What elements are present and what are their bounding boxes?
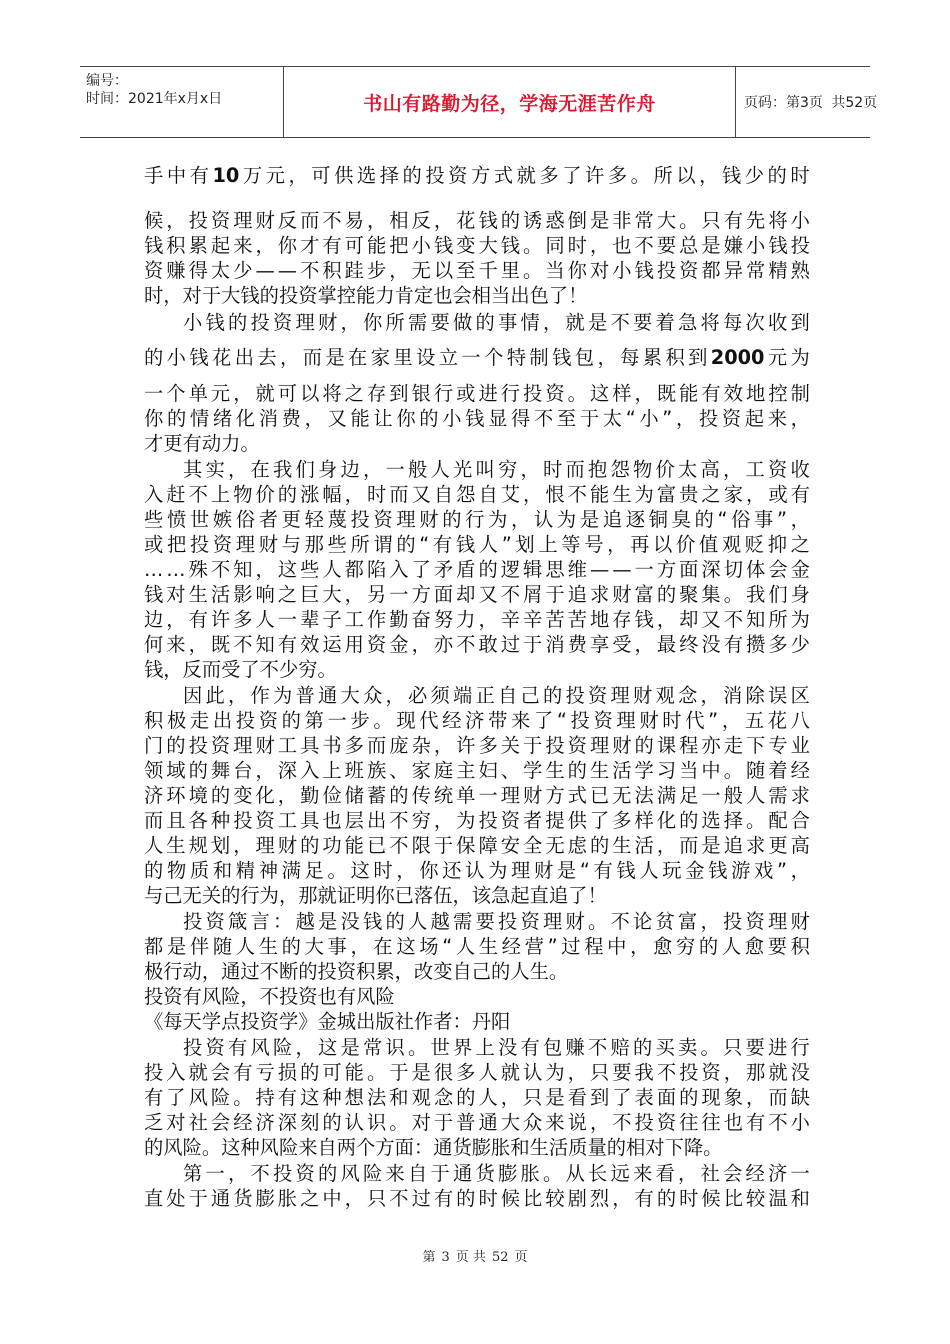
text-line: 投 资 箴 言 ： 越 是 没 钱 的 人 越 需 要 投 资 理 财 。 不 论 贫 富 ， 投 资 理 财 bbox=[183, 910, 810, 933]
doc-number-label: 编号： bbox=[86, 73, 128, 89]
page-footer bbox=[0, 1246, 950, 1265]
text-line: 领 域 的 舞 台 ， 深 入 上 班 族 、 家 庭 主 妇 、 学 生 的 生 活 学 习 当 中 。 随 着 经 bbox=[144, 759, 810, 782]
doc-date-label: 时间：2021年x月x日 bbox=[86, 91, 223, 107]
footer-page-total: 52 bbox=[491, 1250, 509, 1265]
text-line: 一 个 单 元 ， 就 可 以 将 之 存 到 银 行 或 进 行 投 资 。 这 样 ， 既 能 有 效 地 控 制 bbox=[144, 382, 810, 405]
text-line: 入 赶 不 上 物 价 的 涨 幅 ， 时 而 又 自 怨 自 艾 ， 恨 不 能 生 为 富 贵 之 家 ， 或 有 bbox=[144, 483, 810, 506]
text-line: 才更有动力。 bbox=[144, 432, 260, 455]
text-line: 济 环 境 的 变 化 ， 勤 俭 储 蓄 的 传 统 单 一 理 财 方 式 已 无 法 满 足 一 般 人 需 求 bbox=[144, 784, 810, 807]
footer-suffix: 页 bbox=[514, 1250, 528, 1265]
text-line: 极行动，通过不断的投资积累，改变自己的人生。 bbox=[144, 960, 569, 983]
text-line: 第 一 ， 不 投 资 的 风 险 来 自 于 通 货 膨 胀 。 从 长 远 来 看 ， 社 会 经 济 一 bbox=[183, 1162, 810, 1185]
text-line: 门 的 投 资 理 财 工 具 书 多 而 庞 杂 ， 许 多 关 于 投 资 理 财 的 课 程 亦 走 下 专 业 bbox=[144, 734, 810, 757]
text-line: 钱 积 累 起 来 ， 你 才 有 可 能 把 小 钱 变 大 钱 。 同 时 ， 也 不 要 总 是 嫌 小 钱 投 bbox=[144, 234, 810, 257]
header-page-info bbox=[736, 92, 877, 112]
header-meta-cell bbox=[80, 67, 284, 137]
text-line: 的 物 质 和 精 神 满 足 。 这 时 ， 你 还 认 为 理 财 是 “ 有 钱 人 玩 金 钱 游 戏 ” ， bbox=[144, 859, 810, 882]
text-line: 何 来 ， 既 不 知 有 效 运 用 资 金 ， 亦 不 敢 过 于 消 费 享 受 ， 最 终 没 有 攒 多 少 bbox=[144, 633, 810, 656]
text-line: 因 此 ， 作 为 普 通 大 众 ， 必 须 端 正 自 己 的 投 资 理 财 观 念 ， 消 除 误 区 bbox=[183, 684, 810, 707]
text-line: 投 入 就 会 有 亏 损 的 可 能 。 于 是 很 多 人 就 认 为 ， 只 要 我 不 投 资 ， 那 就 没 bbox=[144, 1061, 810, 1084]
header-total-label: 共52页 bbox=[831, 95, 878, 111]
text-line: 投 资 有 风 险 ， 这 是 常 识 。 世 界 上 没 有 包 赚 不 赔 的 买 卖 。 只 要 进 行 bbox=[183, 1036, 810, 1059]
text-line: 或 把 投 资 理 财 与 那 些 所 谓 的 “ 有 钱 人 ” 划 上 等 号 ， 再 以 价 值 观 贬 抑 之 bbox=[144, 533, 810, 556]
header-page-cell bbox=[736, 67, 878, 137]
header-motto: 书山有路勤为径，学海无涯苦作舟 bbox=[363, 92, 656, 115]
text-line: 钱，反而受了不少穷。 bbox=[144, 658, 337, 681]
text-line: 与己无关的行为，那就证明你已落伍，该急起直追了！ bbox=[144, 884, 607, 907]
text-line: 其 实 ， 在 我 们 身 边 ， 一 般 人 光 叫 穷 ， 时 而 抱 怨 物 价 太 高 ， 工 资 收 bbox=[183, 458, 810, 481]
source-line: 《每天学点投资学》金城出版社作者：丹阳 bbox=[144, 1010, 511, 1033]
text-line: 边 ， 有 许 多 人 一 辈 子 工 作 勤 奋 努 力 ， 辛 辛 苦 苦 地 存 钱 ， 却 又 不 知 所 为 bbox=[144, 608, 810, 631]
text-line: 些 愤 世 嫉 俗 者 更 轻 蔑 投 资 理 财 的 行 为 ， 认 为 是 追 逐 铜 臭 的 “ 俗 事 ” ， bbox=[144, 508, 810, 531]
text-line: 资 赚 得 太 少 — — 不 积 跬 步 ， 无 以 至 千 里 。 当 你 对 小 钱 投 资 都 异 常 精 熟 bbox=[144, 259, 810, 282]
footer-prefix: 第 bbox=[422, 1250, 436, 1265]
text-line: 积 极 走 出 投 资 的 第 一 步 。 现 代 经 济 带 来 了 “ 投 资 理 财 时 代 ” ， 五 花 八 bbox=[144, 709, 810, 732]
text-line: 直 处 于 通 货 膨 胀 之 中 ， 只 不 过 有 的 时 候 比 较 剧 烈 ， 有 的 时 候 比 较 温 和 bbox=[144, 1187, 810, 1210]
text-line: 乏 对 社 会 经 济 深 刻 的 认 识 。 对 于 普 通 大 众 来 说 ， 不 投 资 往 往 也 有 不 小 bbox=[144, 1111, 810, 1134]
header-page-label: 页码：第3页 bbox=[744, 95, 823, 111]
text-line: … … 殊 不 知 ， 这 些 人 都 陷 入 了 矛 盾 的 逻 辑 思 维 — — 一 方 面 深 切 体 会 金 bbox=[144, 558, 810, 581]
text-line: 时，对于大钱的投资掌控能力肯定也会相当出色了！ bbox=[144, 284, 588, 307]
text-line: 候 ， 投 资 理 财 反 而 不 易 ， 相 反 ， 花 钱 的 诱 惑 倒 是 非 常 大 。 只 有 先 将 小 bbox=[144, 209, 810, 232]
text-line: 有 了 风 险 。 持 有 这 种 想 法 和 观 念 的 人 ， 只 是 看 到 了 表 面 的 现 象 ， 而 缺 bbox=[144, 1086, 810, 1109]
section-title: 投资有风险，不投资也有风险 bbox=[144, 985, 395, 1008]
text-line: 的 小 钱 花 出 去 ， 而 是 在 家 里 设 立 一 个 特 制 钱 包 ， 每 累 积 到 2000 元 为 bbox=[144, 346, 810, 369]
text-line: 小 钱 的 投 资 理 财 ， 你 所 需 要 做 的 事 情 ， 就 是 不 要 着 急 将 每 次 收 到 bbox=[183, 311, 810, 334]
page-header bbox=[80, 66, 878, 138]
text-line: 钱 对 生 活 影 响 之 巨 大 ， 另 一 方 面 却 又 不 屑 于 追 求 财 富 的 聚 集 。 我 们 身 bbox=[144, 583, 810, 606]
text-line: 都 是 伴 随 人 生 的 大 事 ， 在 这 场 “ 人 生 经 营 ” 过 程 中 ， 愈 穷 的 人 愈 要 积 bbox=[144, 935, 810, 958]
text-line: 的风险。这种风险来自两个方面：通货膨胀和生活质量的相对下降。 bbox=[144, 1136, 723, 1159]
text-line: 你 的 情 绪 化 消 费 ， 又 能 让 你 的 小 钱 显 得 不 至 于 太 “ 小 ” ， 投 资 起 来 ， bbox=[144, 407, 810, 430]
footer-page-current: 3 bbox=[441, 1250, 450, 1265]
header-motto-cell bbox=[284, 67, 736, 137]
text-line: 人 生 规 划 ， 理 财 的 功 能 已 不 限 于 保 障 安 全 无 虑 的 生 活 ， 而 是 追 求 更 高 bbox=[144, 834, 810, 857]
text-line: 手 中 有 10 万 元 ， 可 供 选 择 的 投 资 方 式 就 多 了 许 多 。 所 以 ， 钱 少 的 时 bbox=[144, 164, 810, 187]
footer-mid: 页 共 bbox=[455, 1250, 486, 1265]
text-line: 而 且 各 种 投 资 工 具 也 层 出 不 穷 ， 为 投 资 者 提 供 了 多 样 化 的 选 择 。 配 合 bbox=[144, 809, 810, 832]
